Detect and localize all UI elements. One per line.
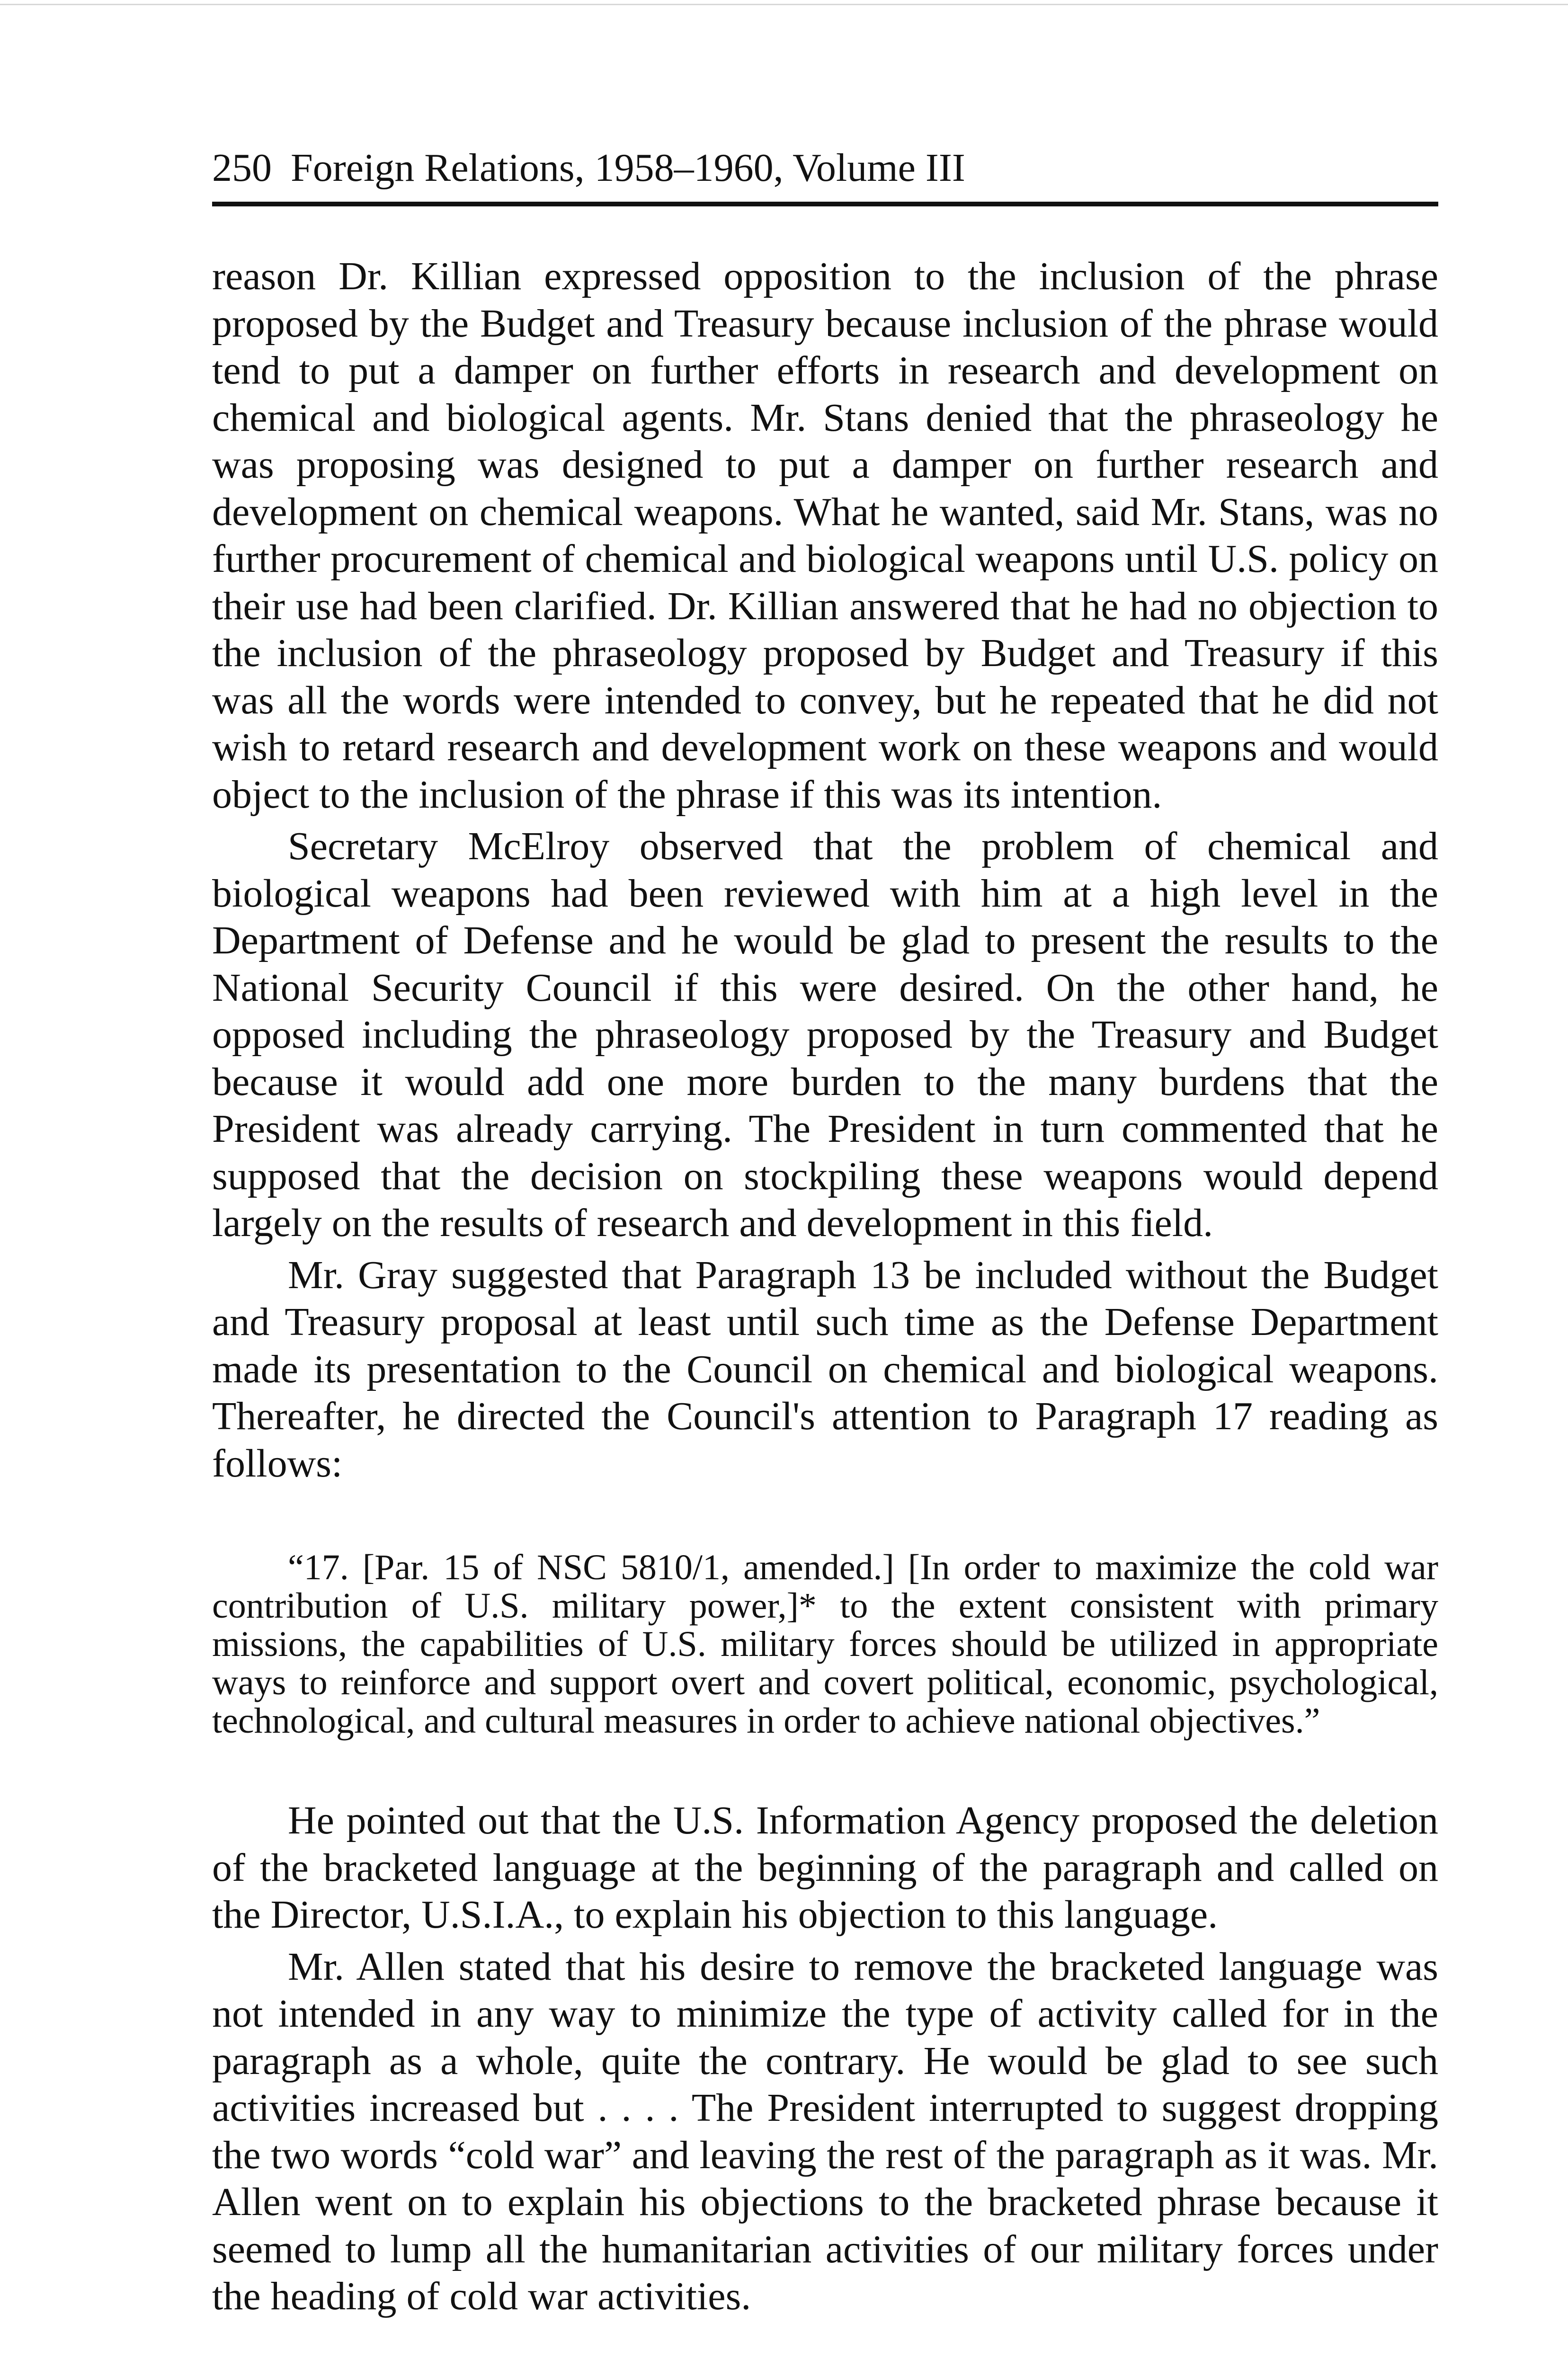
block-quote-paragraph-17: “17. [Par. 15 of NSC 5810/1, amended.] [In order to maximize the cold war contribution of U.S. military power,]* to the extent consistent with primary missions, the capabilities of U.S. military forces should be utilized in appropriate ways to reinforce and support overt and covert political, economic, psychological, technological, and cultural measures in order to achieve national objectives.” <box>212 1548 1438 1741</box>
scan-edge-rule <box>0 4 1568 5</box>
page-number: 250 <box>212 146 272 190</box>
body-text <box>212 253 1438 2320</box>
paragraph-allen: Mr. Allen stated that his desire to remove the bracketed language was not intended in any way to minimize the type of activity called for in the paragraph as a whole, quite the contrary. He would be glad to see such activities increased but . . . . The President interrupted to suggest dropping the two words “cold war” and leaving the rest of the paragraph as it was. Mr. Allen went on to explain his objections to the bracketed phrase because it seemed to lump all the humanitarian activities of our military forces under the heading of cold war activities. <box>212 1944 1438 2318</box>
running-header <box>212 142 1438 206</box>
paragraph-gray: Mr. Gray suggested that Paragraph 13 be included without the Budget and Treasury proposal at least until such time as the Defense Department made its presentation to the Council on chemical and biological weapons. Thereafter, he directed the Council's attention to Paragraph 17 reading as follows: <box>212 1253 1438 1486</box>
paragraph-continued: reason Dr. Killian expressed opposition to the inclusion of the phrase proposed by the Budget and Treasury because inclusion of the phrase would tend to put a damper on further efforts in research and development on chemical and biological agents. Mr. Stans denied that the phraseology he was proposing was designed to put a damper on further research and development on chemical weapons. What he wanted, said Mr. Stans, was no further procurement of chemical and biological weapons until U.S. policy on their use had been clarified. Dr. Killian answered that he had no objection to the inclusion of the phraseology proposed by Budget and Treasury if this was all the words were intended to convey, but he repeated that he did not wish to retard research and development work on these weapons and would object to the inclusion of the phrase if this was its intention. <box>212 254 1438 817</box>
paragraph-mcelroy: Secretary McElroy observed that the problem of chemical and biological weapons had been reviewed with him at a high level in the Department of Defense and he would be glad to present the results to the National Security Council if this were desired. On the other hand, he opposed including the phraseology proposed by the Treasury and Budget because it would add one more burden to the many burdens that the President was already carrying. The President in turn commented that he supposed that the decision on stockpiling these weapons would depend largely on the results of research and development in this field. <box>212 824 1438 1245</box>
document-page <box>212 142 1438 2320</box>
running-title: Foreign Relations, 1958–1960, Volume III <box>291 146 965 190</box>
paragraph-usia: He pointed out that the U.S. Information Agency proposed the deletion of the bracketed language at the beginning of the paragraph and called on the Director, U.S.I.A., to explain his objection to this language. <box>212 1798 1438 1937</box>
